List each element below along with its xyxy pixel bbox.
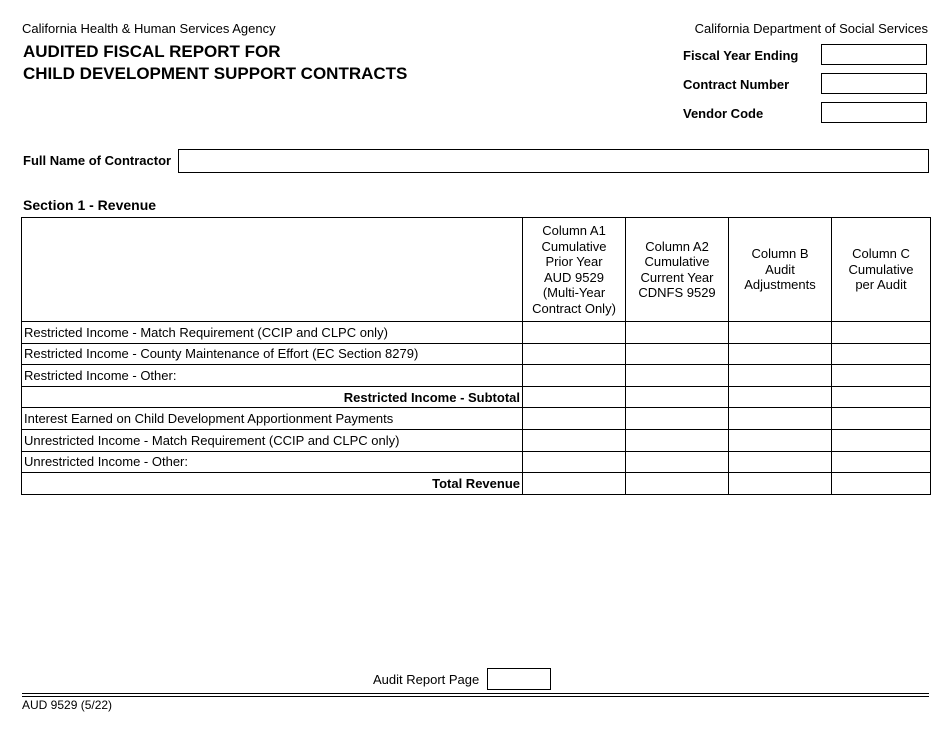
cell-a1[interactable]	[523, 322, 626, 344]
footer-divider	[22, 693, 929, 694]
revenue-table	[21, 217, 931, 495]
cell-a2[interactable]	[626, 343, 729, 365]
form-number: AUD 9529 (5/22)	[22, 698, 113, 712]
cell-a1[interactable]	[523, 343, 626, 365]
cell-a1[interactable]	[523, 408, 626, 430]
form-title	[23, 41, 407, 85]
column-c-header: Column C Cumulative per Audit	[832, 218, 931, 322]
table-row	[22, 408, 931, 430]
footer-divider-secondary	[22, 696, 929, 697]
total-row	[22, 473, 931, 495]
subtotal-row	[22, 386, 931, 408]
description-header	[22, 218, 523, 322]
row-label: Restricted Income - Match Requirement (CCIP and CLPC only)	[22, 322, 523, 344]
total-label: Total Revenue	[22, 473, 523, 495]
cell-c[interactable]	[832, 322, 931, 344]
row-label: Restricted Income - County Maintenance of Effort (EC Section 8279)	[22, 343, 523, 365]
fiscal-year-label: Fiscal Year Ending	[683, 48, 799, 63]
form-title-line-1: AUDITED FISCAL REPORT FOR	[23, 42, 281, 61]
table-row	[22, 322, 931, 344]
cell-a2[interactable]	[626, 451, 729, 473]
audit-report-page-field[interactable]	[487, 668, 551, 690]
agency-name: California Health & Human Services Agency	[22, 21, 276, 36]
column-a1-header: Column A1 Cumulative Prior Year AUD 9529 (Multi-Year Contract Only)	[523, 218, 626, 322]
cell-a1[interactable]	[523, 451, 626, 473]
cell-b[interactable]	[729, 408, 832, 430]
vendor-code-field[interactable]	[821, 102, 927, 123]
table-row	[22, 429, 931, 451]
contractor-name-label: Full Name of Contractor	[23, 153, 172, 168]
fiscal-year-field[interactable]	[821, 44, 927, 65]
cell-c[interactable]	[832, 473, 931, 495]
revenue-header-row	[22, 218, 931, 322]
cell-c[interactable]	[832, 365, 931, 387]
contract-number-label: Contract Number	[683, 77, 790, 92]
cell-a1[interactable]	[523, 473, 626, 495]
row-label: Restricted Income - Other:	[22, 365, 523, 387]
column-b-header: Column B Audit Adjustments	[729, 218, 832, 322]
form-title-line-2: CHILD DEVELOPMENT SUPPORT CONTRACTS	[23, 64, 408, 83]
vendor-code-label: Vendor Code	[683, 106, 764, 121]
cell-a2[interactable]	[626, 365, 729, 387]
cell-b[interactable]	[729, 365, 832, 387]
cell-a2[interactable]	[626, 473, 729, 495]
table-row	[22, 343, 931, 365]
cell-c[interactable]	[832, 343, 931, 365]
cell-c[interactable]	[832, 386, 931, 408]
cell-a2[interactable]	[626, 322, 729, 344]
subtotal-label: Restricted Income - Subtotal	[22, 386, 523, 408]
column-a2-header: Column A2 Cumulative Current Year CDNFS 9529	[626, 218, 729, 322]
section-1-title: Section 1 - Revenue	[23, 197, 157, 213]
audit-report-page-label: Audit Report Page	[373, 672, 480, 687]
cell-b[interactable]	[729, 343, 832, 365]
cell-c[interactable]	[832, 451, 931, 473]
cell-c[interactable]	[832, 408, 931, 430]
cell-c[interactable]	[832, 429, 931, 451]
table-row	[22, 365, 931, 387]
cell-b[interactable]	[729, 322, 832, 344]
cell-b[interactable]	[729, 429, 832, 451]
cell-a1[interactable]	[523, 429, 626, 451]
cell-a1[interactable]	[523, 386, 626, 408]
cell-b[interactable]	[729, 451, 832, 473]
cell-a2[interactable]	[626, 429, 729, 451]
cell-a1[interactable]	[523, 365, 626, 387]
department-name: California Department of Social Services	[694, 21, 928, 36]
cell-b[interactable]	[729, 473, 832, 495]
contractor-name-field[interactable]	[178, 149, 929, 173]
cell-a2[interactable]	[626, 386, 729, 408]
row-label: Unrestricted Income - Other:	[22, 451, 523, 473]
cell-b[interactable]	[729, 386, 832, 408]
table-row	[22, 451, 931, 473]
cell-a2[interactable]	[626, 408, 729, 430]
row-label: Interest Earned on Child Development Apportionment Payments	[22, 408, 523, 430]
contract-number-field[interactable]	[821, 73, 927, 94]
row-label: Unrestricted Income - Match Requirement (CCIP and CLPC only)	[22, 429, 523, 451]
